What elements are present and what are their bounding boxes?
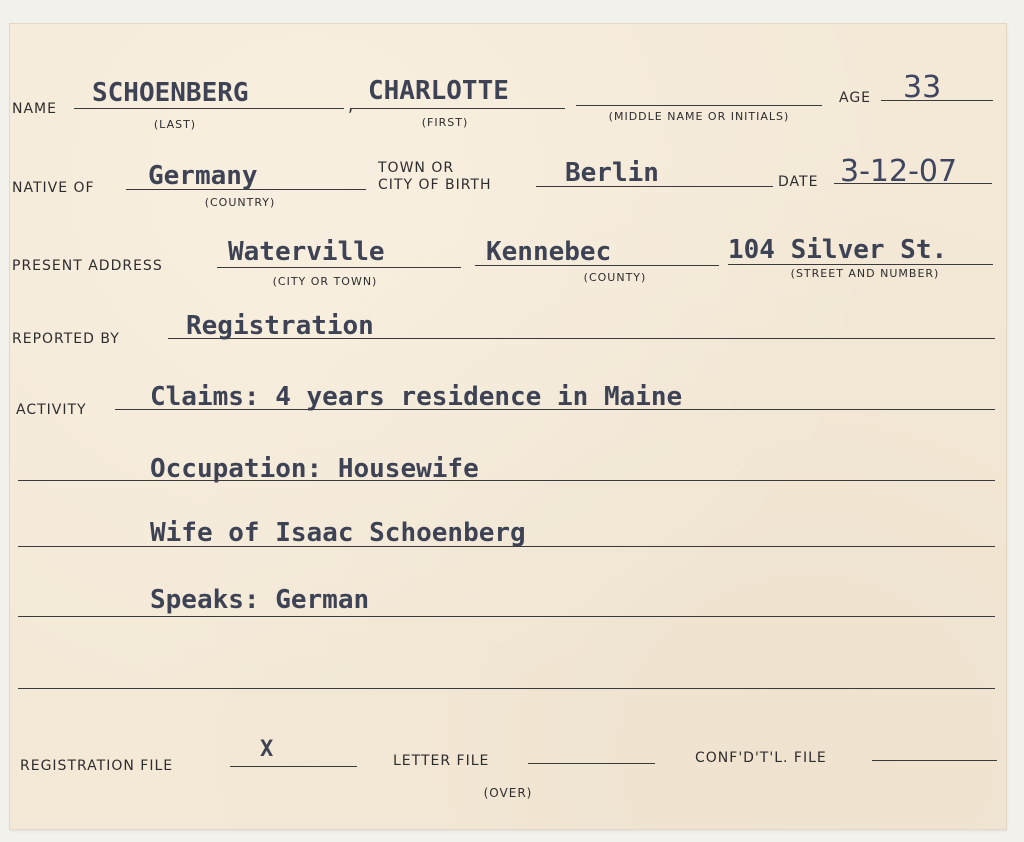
birth-city-value: Berlin <box>565 158 659 188</box>
confidential-file-line <box>872 760 997 761</box>
country-caption: (COUNTRY) <box>204 196 276 209</box>
middle-name-line <box>576 105 822 106</box>
first-caption: (FIRST) <box>421 116 469 129</box>
middle-caption: (MIDDLE NAME OR INITIALS) <box>608 110 790 123</box>
county-value: Kennebec <box>486 237 612 267</box>
county-caption: (COUNTY) <box>583 271 647 284</box>
country-value: Germany <box>148 161 258 191</box>
registration-file-label: REGISTRATION FILE <box>20 758 174 774</box>
city-of-birth-label: CITY OF BIRTH <box>378 177 492 193</box>
confidential-file-label: CONF'D'T'L. FILE <box>695 750 827 766</box>
last-name-line <box>74 108 344 109</box>
native-of-label: NATIVE OF <box>12 180 95 196</box>
city-caption: (CITY OR TOWN) <box>272 275 378 288</box>
letter-file-line <box>528 763 655 764</box>
registration-file-mark: X <box>260 737 274 762</box>
age-label: AGE <box>839 90 872 106</box>
reported-by-label: REPORTED BY <box>12 331 120 347</box>
activity-line-5 <box>18 688 995 689</box>
activity-line-4 <box>18 616 995 617</box>
activity-text-2: Occupation: Housewife <box>150 454 479 484</box>
letter-file-label: LETTER FILE <box>393 753 490 769</box>
name-comma: , <box>348 96 354 115</box>
address-city-line <box>217 267 461 268</box>
activity-text-3: Wife of Isaac Schoenberg <box>150 518 526 548</box>
street-value: 104 Silver St. <box>728 235 948 265</box>
last-name-value: SCHOENBERG <box>92 78 249 108</box>
date-value: 3-12-07 <box>840 154 958 189</box>
date-label: DATE <box>778 174 819 190</box>
address-city-value: Waterville <box>228 237 385 267</box>
registration-file-line <box>230 766 357 767</box>
street-caption: (STREET AND NUMBER) <box>790 267 940 280</box>
over-caption: (OVER) <box>483 786 533 800</box>
activity-text-4: Speaks: German <box>150 585 370 615</box>
town-or-label: TOWN OR <box>378 160 455 176</box>
first-name-value: CHARLOTTE <box>368 76 509 106</box>
reported-by-value: Registration <box>186 311 374 341</box>
present-address-label: PRESENT ADDRESS <box>12 258 163 274</box>
age-value: 33 <box>903 70 942 105</box>
activity-label: ACTIVITY <box>16 402 87 418</box>
registration-card <box>10 24 1006 829</box>
last-caption: (LAST) <box>153 118 197 131</box>
name-label: NAME <box>12 101 57 117</box>
first-name-line <box>350 108 565 109</box>
activity-text-1: Claims: 4 years residence in Maine <box>150 382 683 412</box>
